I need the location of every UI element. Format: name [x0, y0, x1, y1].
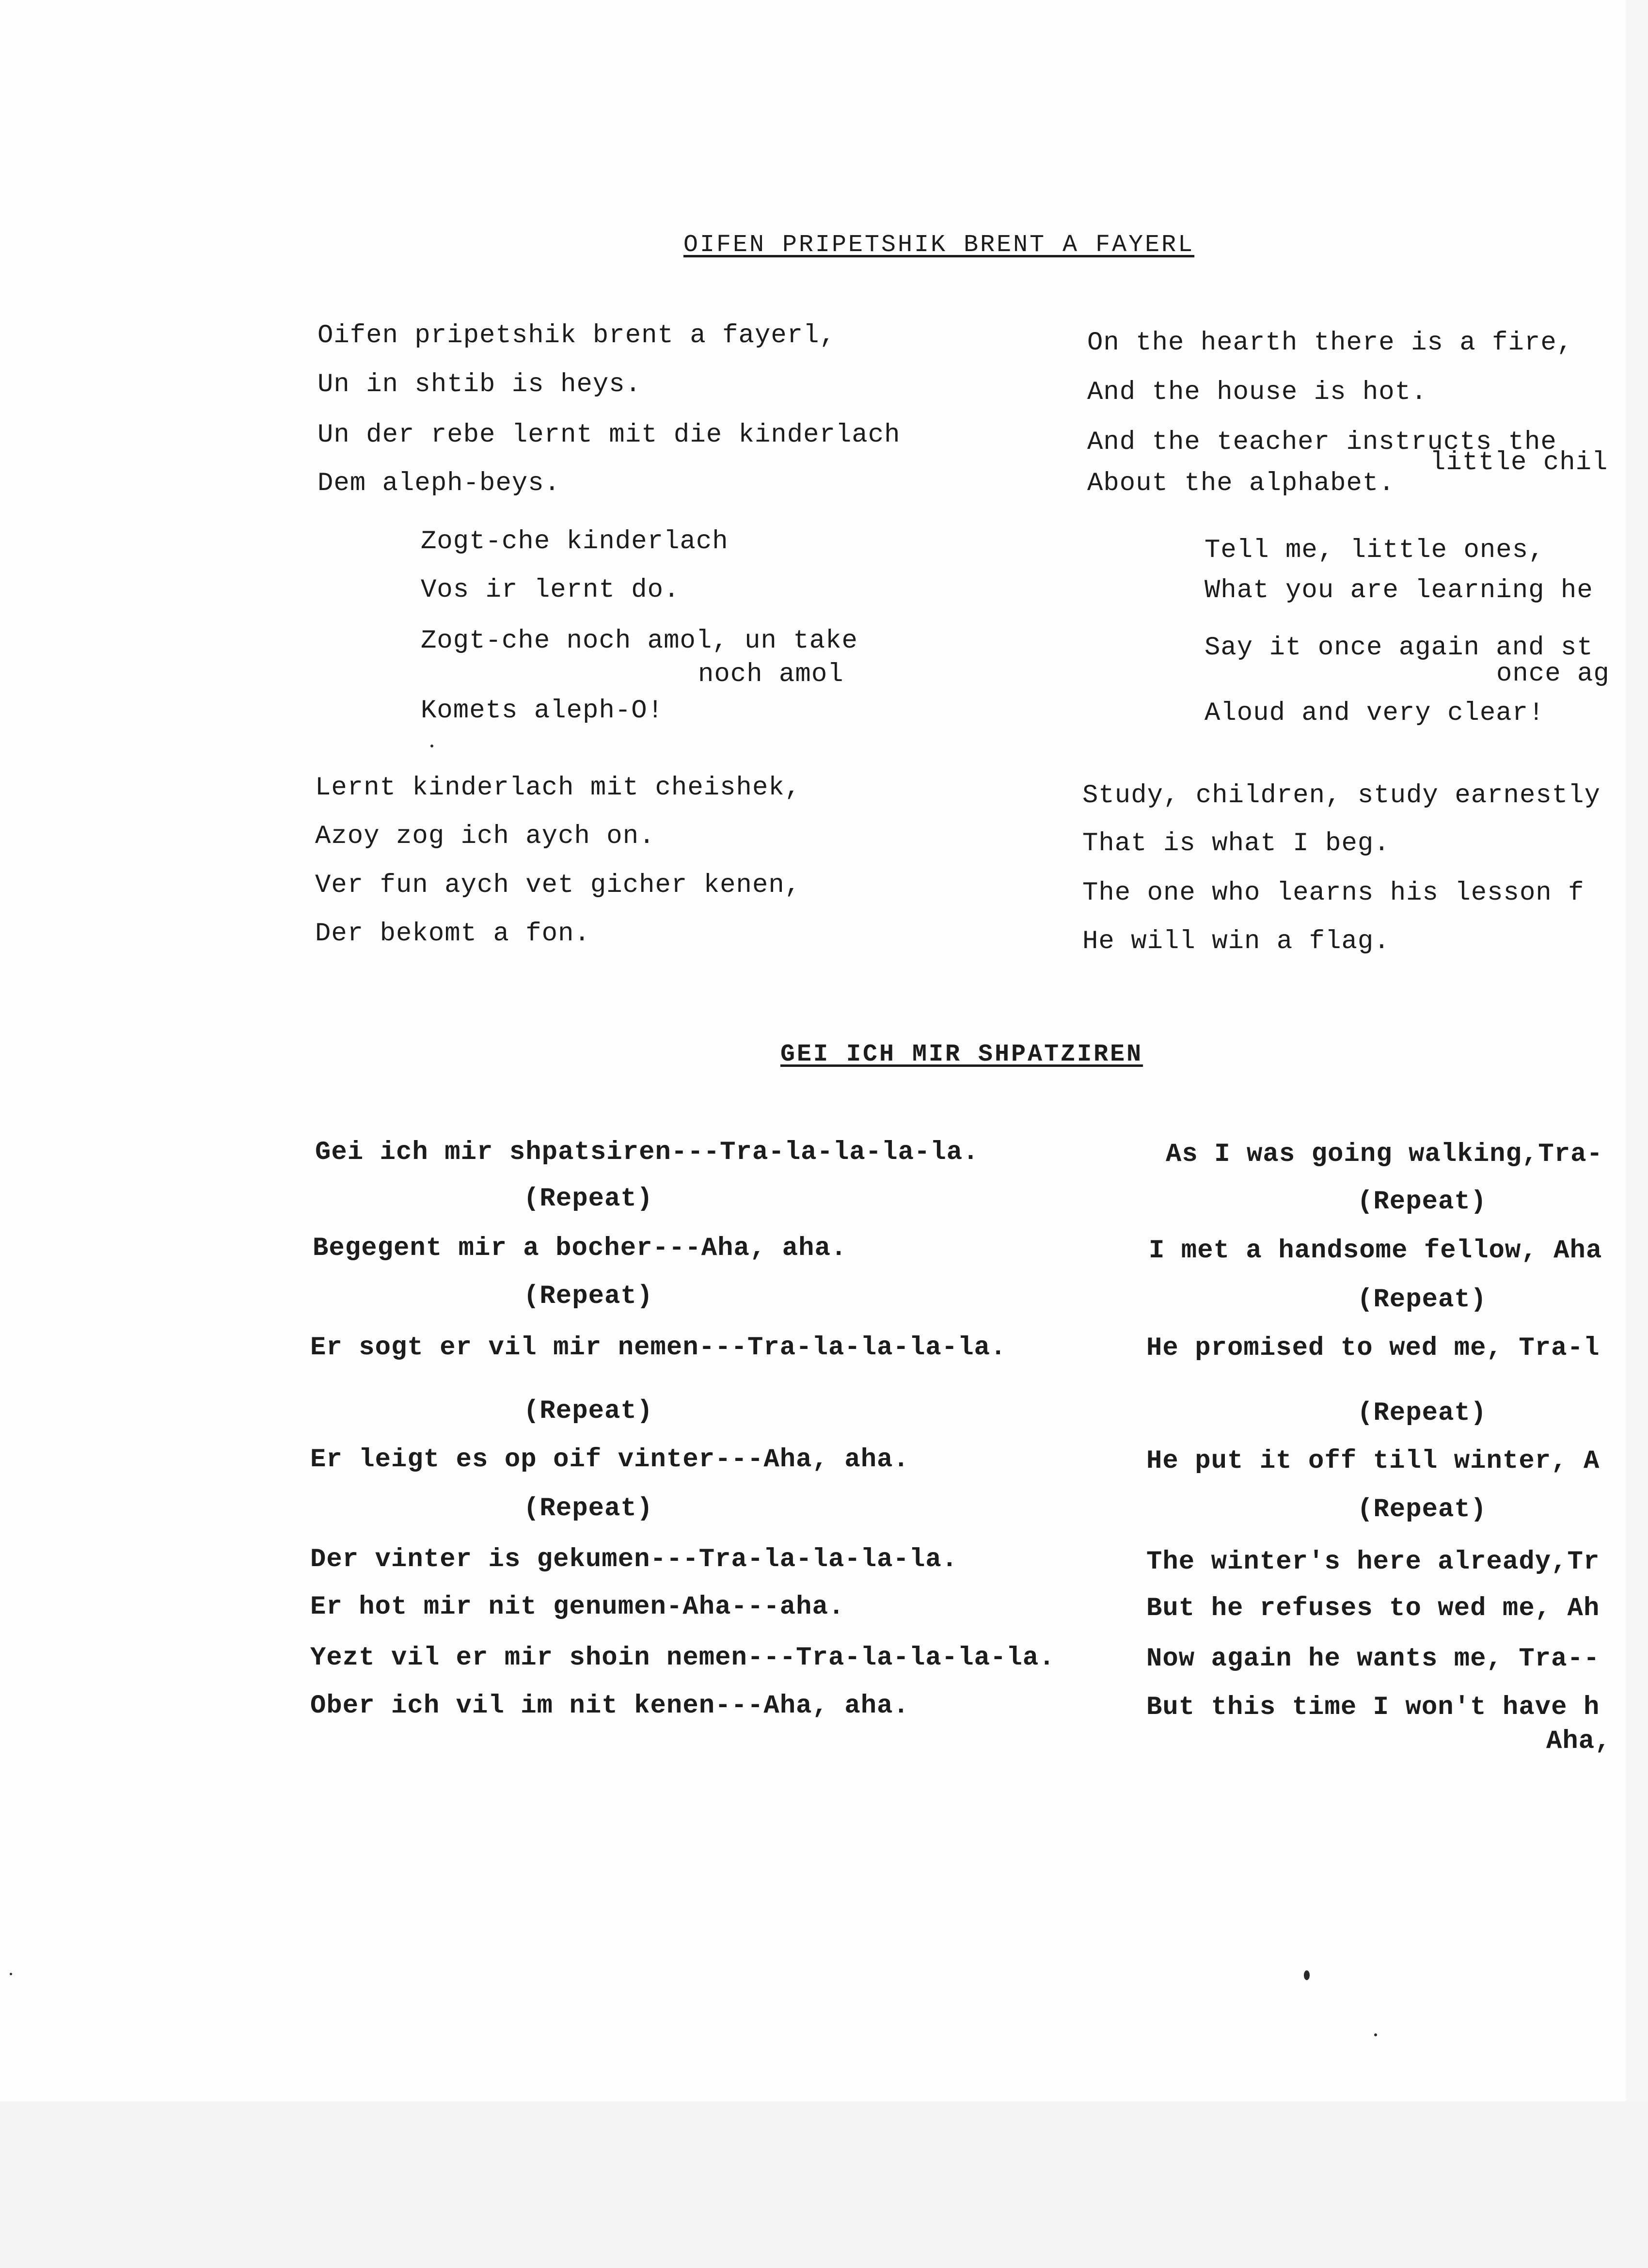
english-line: Now again he wants me, Tra--	[1146, 1645, 1600, 1674]
scan-speck	[1304, 1970, 1310, 1980]
english-line: The winter's here already,Tr	[1146, 1548, 1600, 1577]
yiddish-line: Un der rebe lernt mit die kinderlach	[317, 420, 901, 450]
scan-speck	[10, 1973, 12, 1975]
english-line: As I was going walking,Tra-	[1166, 1140, 1603, 1169]
english-chorus-line: Tell me, little ones,	[1204, 536, 1545, 565]
yiddish-line: Ober ich vil im nit kenen---Aha, aha.	[310, 1691, 909, 1721]
yiddish-line: Yezt vil er mir shoin nemen---Tra-la-la-la-la.	[310, 1643, 1055, 1673]
english-line: He promised to wed me, Tra-l	[1146, 1334, 1600, 1363]
english-line: But he refuses to wed me, Ah	[1146, 1594, 1600, 1623]
yiddish-line: Begegent mir a bocher---Aha, aha.	[313, 1234, 847, 1263]
yiddish-line: Er hot mir nit genumen-Aha---aha.	[310, 1592, 845, 1622]
yiddish-line: Lernt kinderlach mit cheishek,	[315, 773, 801, 803]
english-line: On the hearth there is a fire,	[1087, 329, 1573, 358]
yiddish-chorus-line: noch amol	[698, 660, 844, 689]
repeat-marker: (Repeat)	[1357, 1187, 1487, 1217]
english-chorus-line: Say it once again and st	[1204, 634, 1593, 663]
yiddish-line: Er sogt er vil mir nemen---Tra-la-la-la-la.	[310, 1333, 1007, 1363]
english-chorus-line: What you are learning he	[1204, 576, 1593, 605]
english-line: The one who learns his lesson f	[1082, 879, 1585, 908]
scan-speck	[1374, 2033, 1377, 2036]
song1-title: OIFEN PRIPETSHIK BRENT A FAYERL	[683, 231, 1195, 259]
english-line: And the teacher instructs the	[1087, 428, 1557, 457]
yiddish-line: Oifen pripetshik brent a fayerl,	[317, 321, 836, 350]
yiddish-line: Er leigt es op oif vinter---Aha, aha.	[310, 1445, 909, 1475]
yiddish-chorus-line: Zogt-che kinderlach	[421, 527, 729, 556]
paper-edge	[1626, 0, 1648, 2101]
yiddish-line: Gei ich mir shpatsiren---Tra-la-la-la-la.	[315, 1138, 979, 1167]
repeat-marker: (Repeat)	[1357, 1285, 1487, 1315]
english-line: And the house is hot.	[1087, 378, 1427, 407]
yiddish-line: Azoy zog ich aych on.	[315, 822, 655, 851]
english-line: He will win a flag.	[1082, 927, 1390, 956]
yiddish-chorus-line: Vos ir lernt do.	[421, 575, 680, 605]
yiddish-line: Un in shtib is heys.	[317, 370, 642, 399]
repeat-marker: (Repeat)	[1357, 1398, 1487, 1428]
yiddish-line: Ver fun aych vet gicher kenen,	[315, 871, 801, 900]
english-line: But this time I won't have h	[1146, 1693, 1600, 1722]
english-line: He put it off till winter, A	[1146, 1447, 1600, 1476]
scanner-background	[0, 2101, 1648, 2268]
yiddish-chorus-line: Komets aleph-O!	[421, 696, 664, 726]
scan-speck	[430, 745, 433, 747]
english-chorus-line: once ag	[1496, 660, 1610, 689]
english-line: Study, children, study earnestly	[1082, 781, 1600, 810]
yiddish-line: Der bekomt a fon.	[315, 919, 590, 949]
yiddish-line: Dem aleph-beys.	[317, 469, 561, 498]
english-line: That is what I beg.	[1082, 829, 1390, 858]
repeat-marker: (Repeat)	[523, 1282, 653, 1311]
english-line: About the alphabet.	[1087, 469, 1395, 498]
english-line: Aha,	[1546, 1727, 1611, 1756]
repeat-marker: (Repeat)	[523, 1396, 653, 1426]
english-line: little chil	[1430, 448, 1608, 477]
yiddish-chorus-line: Zogt-che noch amol, un take	[421, 626, 858, 656]
yiddish-line: Der vinter is gekumen---Tra-la-la-la-la.	[310, 1545, 958, 1574]
song2-title: GEI ICH MIR SHPATZIREN	[780, 1041, 1143, 1068]
repeat-marker: (Repeat)	[1357, 1495, 1487, 1524]
english-line: I met a handsome fellow, Aha	[1149, 1237, 1602, 1266]
repeat-marker: (Repeat)	[523, 1184, 653, 1214]
english-chorus-line: Aloud and very clear!	[1204, 699, 1545, 728]
repeat-marker: (Repeat)	[523, 1494, 653, 1523]
